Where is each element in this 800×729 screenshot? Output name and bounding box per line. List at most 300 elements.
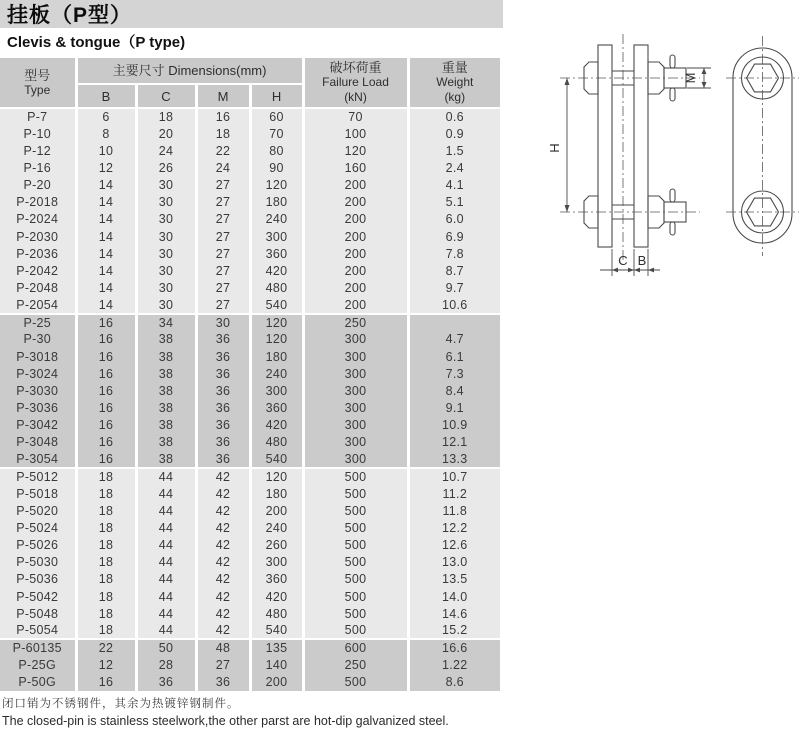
cell-load: 500 [303,537,408,554]
cell-type: P-3042 [0,417,76,434]
col-header-load-unit: (kN) [344,90,367,104]
cell-b: 16 [76,674,136,691]
cell-m: 42 [196,622,250,639]
cell-c: 30 [136,177,196,194]
cell-weight: 11.8 [408,502,500,519]
cell-b: 14 [76,177,136,194]
cell-h: 240 [250,365,303,382]
cell-b: 14 [76,194,136,211]
cell-load: 300 [303,348,408,365]
cell-weight: 8.7 [408,262,500,279]
cell-load: 300 [303,399,408,416]
cell-h: 420 [250,262,303,279]
bottom-hole [726,191,799,233]
cell-m: 36 [196,399,250,416]
cell-h: 360 [250,245,303,262]
footnotes [2,695,522,728]
cell-b: 14 [76,279,136,296]
cell-h: 260 [250,537,303,554]
cell-c: 30 [136,297,196,314]
cell-type: P-5048 [0,605,76,622]
table-row [0,177,500,194]
cell-c: 44 [136,502,196,519]
cell-h: 120 [250,331,303,348]
cell-type: P-25G [0,657,76,674]
cell-weight: 14.0 [408,588,500,605]
cell-h: 80 [250,142,303,159]
cell-m: 36 [196,348,250,365]
cell-type: P-2018 [0,194,76,211]
cell-type: P-12 [0,142,76,159]
front-view [726,36,799,256]
cell-type: P-20 [0,177,76,194]
cell-m: 42 [196,519,250,536]
cell-load: 500 [303,605,408,622]
table-row [0,468,500,485]
cell-h: 140 [250,657,303,674]
cell-weight: 4.7 [408,331,500,348]
col-header-type-en: Type [24,82,51,97]
cell-h: 180 [250,194,303,211]
cell-b: 12 [76,657,136,674]
cell-b: 16 [76,382,136,399]
cell-m: 24 [196,159,250,176]
cell-load: 200 [303,245,408,262]
col-header-weight-cn: 重量 [441,60,468,75]
table-row [0,502,500,519]
cell-c: 30 [136,279,196,296]
cell-c: 44 [136,554,196,571]
cell-b: 16 [76,348,136,365]
cell-load: 200 [303,194,408,211]
cell-m: 36 [196,365,250,382]
cell-c: 24 [136,142,196,159]
cell-weight: 8.4 [408,382,500,399]
cell-c: 44 [136,537,196,554]
cell-c: 38 [136,365,196,382]
side-view [547,34,711,276]
cell-load: 250 [303,314,408,331]
cell-b: 16 [76,314,136,331]
cell-weight: 13.0 [408,554,500,571]
cell-b: 16 [76,365,136,382]
cell-weight: 13.3 [408,451,500,468]
cell-m: 42 [196,502,250,519]
cell-load: 200 [303,297,408,314]
cell-b: 16 [76,399,136,416]
cell-type: P-16 [0,159,76,176]
table-row [0,605,500,622]
cell-h: 120 [250,314,303,331]
cell-load: 500 [303,588,408,605]
cell-m: 36 [196,382,250,399]
cell-m: 36 [196,674,250,691]
cell-weight: 6.1 [408,348,500,365]
title-bar [0,0,503,28]
cell-m: 42 [196,588,250,605]
table-row [0,297,500,314]
col-header-dimensions: 主要尺寸 Dimensions(mm) [76,58,303,84]
cell-b: 6 [76,108,136,125]
cell-type: P-2036 [0,245,76,262]
cell-m: 36 [196,434,250,451]
cell-b: 14 [76,262,136,279]
cell-h: 480 [250,434,303,451]
cell-weight: 1.5 [408,142,500,159]
cell-m: 27 [196,297,250,314]
plate-right [634,45,648,247]
cell-load: 200 [303,177,408,194]
col-header-load-cn: 破坏荷重 [329,60,382,75]
cell-h: 540 [250,622,303,639]
cell-load: 500 [303,485,408,502]
cell-weight [408,314,500,331]
cell-weight: 4.1 [408,177,500,194]
cell-c: 38 [136,417,196,434]
cell-c: 50 [136,639,196,656]
table-row [0,142,500,159]
table-row [0,554,500,571]
table-row [0,125,500,142]
cell-m: 42 [196,468,250,485]
cell-c: 38 [136,348,196,365]
cell-load: 200 [303,211,408,228]
table-row [0,245,500,262]
dimension-label-m: M [683,72,698,84]
cell-b: 14 [76,245,136,262]
dimension-m [683,68,711,88]
cell-m: 27 [196,177,250,194]
cell-b: 14 [76,211,136,228]
cell-c: 38 [136,331,196,348]
cell-b: 18 [76,468,136,485]
technical-drawing [540,20,800,305]
cell-load: 500 [303,571,408,588]
cell-type: P-5020 [0,502,76,519]
cell-weight: 0.9 [408,125,500,142]
cell-type: P-5042 [0,588,76,605]
cell-c: 30 [136,245,196,262]
dimension-c-b [600,249,660,276]
cell-c: 38 [136,451,196,468]
cell-load: 500 [303,519,408,536]
cell-m: 27 [196,657,250,674]
cell-h: 135 [250,639,303,656]
cell-m: 42 [196,554,250,571]
cell-h: 360 [250,571,303,588]
table-row [0,434,500,451]
cell-c: 20 [136,125,196,142]
table-row [0,382,500,399]
cell-load: 120 [303,142,408,159]
col-header-weight [408,58,500,108]
cell-h: 180 [250,485,303,502]
cell-c: 44 [136,622,196,639]
top-bolt [560,55,700,101]
cell-load: 300 [303,382,408,399]
cell-c: 34 [136,314,196,331]
cell-load: 300 [303,365,408,382]
cell-b: 16 [76,331,136,348]
cell-weight: 10.9 [408,417,500,434]
cell-b: 8 [76,125,136,142]
cell-weight: 16.6 [408,639,500,656]
col-header-weight-en: Weight [436,75,474,89]
cell-load: 500 [303,674,408,691]
cell-weight: 7.3 [408,365,500,382]
cell-b: 14 [76,228,136,245]
cell-type: P-2024 [0,211,76,228]
cell-weight: 1.22 [408,657,500,674]
cell-load: 300 [303,331,408,348]
cell-load: 200 [303,228,408,245]
cell-weight: 11.2 [408,485,500,502]
cell-type: P-5024 [0,519,76,536]
cell-h: 540 [250,297,303,314]
cell-h: 120 [250,177,303,194]
cell-type: P-2042 [0,262,76,279]
cell-c: 38 [136,434,196,451]
cell-c: 30 [136,194,196,211]
cell-c: 18 [136,108,196,125]
cell-load: 500 [303,622,408,639]
cell-c: 44 [136,468,196,485]
cell-m: 18 [196,125,250,142]
cell-load: 100 [303,125,408,142]
cell-type: P-5018 [0,485,76,502]
cell-m: 36 [196,451,250,468]
cell-m: 42 [196,537,250,554]
col-header-weight-unit: (kg) [444,90,466,104]
cotter-pin-top [670,55,675,68]
cell-weight: 9.7 [408,279,500,296]
cell-m: 48 [196,639,250,656]
cell-type: P-7 [0,108,76,125]
table-row [0,399,500,416]
cell-c: 26 [136,159,196,176]
cell-load: 600 [303,639,408,656]
cell-m: 36 [196,417,250,434]
cell-b: 14 [76,297,136,314]
cell-h: 300 [250,228,303,245]
cell-type: P-2048 [0,279,76,296]
cell-load: 250 [303,657,408,674]
cell-weight: 12.1 [408,434,500,451]
cell-type: P-5036 [0,571,76,588]
cell-weight: 5.1 [408,194,500,211]
cell-c: 44 [136,571,196,588]
cell-m: 42 [196,571,250,588]
cell-weight: 7.8 [408,245,500,262]
footnote-en: The closed-pin is stainless steelwork,the other parst are hot-dip galvanized steel. [2,714,449,728]
cell-type: P-3030 [0,382,76,399]
table-row [0,537,500,554]
cell-type: P-25 [0,314,76,331]
table-row [0,622,500,639]
cell-weight: 10.7 [408,468,500,485]
table-row [0,194,500,211]
cell-c: 38 [136,382,196,399]
cell-b: 18 [76,622,136,639]
cell-load: 300 [303,451,408,468]
cell-b: 18 [76,588,136,605]
cell-weight: 13.5 [408,571,500,588]
table-row [0,365,500,382]
cell-type: P-30 [0,331,76,348]
cell-weight: 9.1 [408,399,500,416]
cell-load: 300 [303,434,408,451]
table-row [0,451,500,468]
cotter-pin-top [670,189,675,202]
cell-b: 18 [76,605,136,622]
cell-m: 22 [196,142,250,159]
col-header-type-cn: 型号 [24,67,51,83]
cell-weight: 2.4 [408,159,500,176]
cell-h: 200 [250,674,303,691]
table-row [0,262,500,279]
cell-h: 120 [250,468,303,485]
table-row [0,348,500,365]
cell-m: 27 [196,279,250,296]
table-row [0,657,500,674]
cell-load: 500 [303,502,408,519]
cell-b: 16 [76,451,136,468]
cell-h: 360 [250,399,303,416]
col-header-type [0,58,76,108]
table-row [0,314,500,331]
cell-h: 90 [250,159,303,176]
cell-c: 44 [136,485,196,502]
page-subtitle: Clevis & tongue（P type) [7,34,186,51]
cell-m: 30 [196,314,250,331]
cell-load: 300 [303,417,408,434]
cell-c: 38 [136,399,196,416]
cell-c: 30 [136,211,196,228]
cell-weight: 12.6 [408,537,500,554]
col-header-b: B [76,84,136,108]
cell-b: 22 [76,639,136,656]
table-row [0,519,500,536]
cell-b: 12 [76,159,136,176]
table-row [0,228,500,245]
cell-type: P-50G [0,674,76,691]
cell-m: 27 [196,262,250,279]
cell-h: 540 [250,451,303,468]
cell-b: 18 [76,485,136,502]
cell-load: 500 [303,554,408,571]
cell-c: 30 [136,262,196,279]
cell-c: 44 [136,588,196,605]
col-header-load-en: Failure Load [322,75,389,89]
cell-b: 18 [76,571,136,588]
cell-load: 160 [303,159,408,176]
cell-h: 200 [250,502,303,519]
table-row [0,485,500,502]
dimension-label-c: C [618,253,628,268]
cell-b: 18 [76,519,136,536]
cotter-pin-bottom [670,222,675,235]
cell-b: 10 [76,142,136,159]
cell-m: 16 [196,108,250,125]
cell-m: 27 [196,245,250,262]
cell-h: 480 [250,279,303,296]
cell-b: 18 [76,554,136,571]
cell-type: P-3054 [0,451,76,468]
cell-c: 28 [136,657,196,674]
cell-b: 18 [76,502,136,519]
cell-b: 16 [76,434,136,451]
cell-type: P-3018 [0,348,76,365]
cell-m: 27 [196,211,250,228]
table-row [0,588,500,605]
table-row [0,571,500,588]
cell-b: 16 [76,417,136,434]
cell-type: P-3036 [0,399,76,416]
plate-left [598,45,612,247]
cell-h: 300 [250,554,303,571]
cell-m: 27 [196,228,250,245]
spec-table [0,58,500,691]
cell-type: P-2054 [0,297,76,314]
bottom-bolt [560,189,700,235]
cell-load: 200 [303,279,408,296]
cell-h: 420 [250,588,303,605]
cell-weight: 6.9 [408,228,500,245]
cell-c: 44 [136,519,196,536]
cell-type: P-5054 [0,622,76,639]
cell-h: 300 [250,382,303,399]
table-row [0,159,500,176]
table-row [0,211,500,228]
cell-h: 180 [250,348,303,365]
cell-c: 44 [136,605,196,622]
cell-load: 70 [303,108,408,125]
cell-m: 42 [196,605,250,622]
footnote-cn: 闭口销为不锈钢件，其余为热镀锌钢制件。 [2,698,240,710]
cell-type: P-10 [0,125,76,142]
cell-type: P-3024 [0,365,76,382]
cell-load: 200 [303,262,408,279]
cell-load: 500 [303,468,408,485]
cell-c: 30 [136,228,196,245]
table-row [0,674,500,691]
cell-type: P-3048 [0,434,76,451]
col-header-m: M [196,84,250,108]
cell-weight: 8.6 [408,674,500,691]
table-row [0,279,500,296]
cell-weight: 0.6 [408,108,500,125]
cell-b: 18 [76,537,136,554]
cell-type: P-60135 [0,639,76,656]
cell-type: P-5030 [0,554,76,571]
col-header-h: H [250,84,303,108]
cell-m: 42 [196,485,250,502]
table-row [0,108,500,125]
cell-weight: 15.2 [408,622,500,639]
table-row [0,331,500,348]
cell-h: 420 [250,417,303,434]
cell-type: P-2030 [0,228,76,245]
table-row [0,639,500,656]
dimension-label-h: H [547,143,562,153]
cell-c: 36 [136,674,196,691]
cell-weight: 12.2 [408,519,500,536]
cell-h: 70 [250,125,303,142]
cell-type: P-5026 [0,537,76,554]
cell-m: 36 [196,331,250,348]
dimension-h [547,78,570,212]
cell-m: 27 [196,194,250,211]
